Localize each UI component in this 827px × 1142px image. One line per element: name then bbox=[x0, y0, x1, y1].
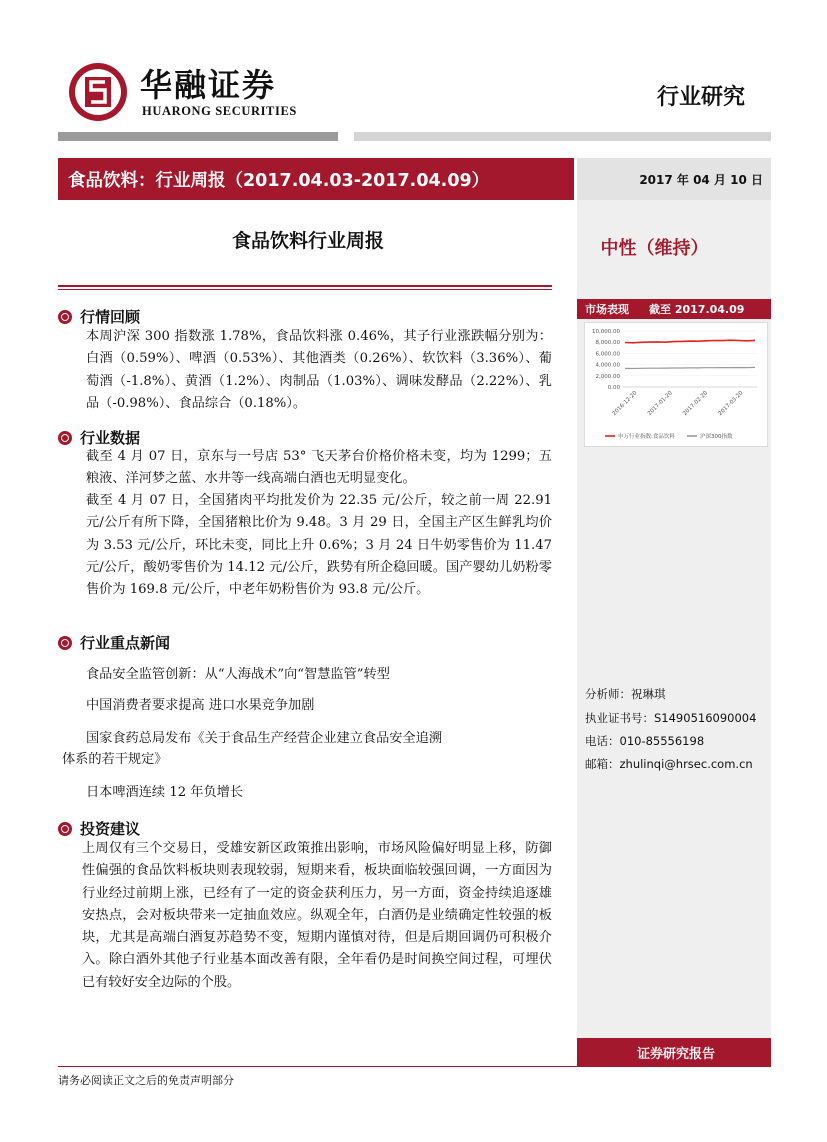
chart-x-tick-label: 2017-01-20 bbox=[646, 390, 674, 418]
brand-name-cn: 华融证券 bbox=[140, 66, 277, 104]
header-divider-dark bbox=[58, 132, 338, 141]
section-title: 投资建议 bbox=[80, 820, 141, 838]
section-data-head bbox=[58, 427, 140, 448]
data-body-1: 截至 4 月 07 日，京东与一号店 53° 飞天茅台价格价格未变，均为 1299；五粮液、洋河梦之蓝、水井等一线高端白酒也无明显变化。 bbox=[86, 449, 552, 487]
chart-x-tick-label: 2017-02-20 bbox=[682, 390, 710, 418]
analyst-phone: 电话：010-85556198 bbox=[585, 734, 705, 748]
chart-y-tick-label: 8,000.00 bbox=[595, 340, 620, 347]
section-bullet-icon bbox=[58, 636, 72, 650]
news-item: 中国消费者要求提高 进口水果竞争加剧 bbox=[86, 698, 315, 713]
footer-band: 证券研究报告 bbox=[577, 1038, 771, 1066]
news-item: 国家食药总局发布《关于食品生产经营企业建立食品安全追溯 bbox=[86, 731, 443, 746]
analyst-email[interactable]: 邮箱：zhulinqi@hrsec.com.cn bbox=[585, 757, 753, 771]
chart-legend-label: 沪深300指数 bbox=[700, 434, 733, 440]
chart-y-tick-label: 10,000.00 bbox=[592, 329, 620, 335]
report-date: 2017 年 04 月 10 日 bbox=[577, 158, 771, 200]
advice-body: 上周仅有三个交易日，受雄安新区政策推出影响，市场风险偏好明显上移，防御性偏强的食品饮料板块则表现较弱，短期来看，板块面临较强回调，一方面因为行业经过前期上涨，已经有了一定的资金获利压力，另一方面，资金持续追逐雄安热点，会对板块带来一定抽血效应。纵观全年，白酒仍是业绩确定性较强的板块，尤其是高端白酒复苏趋势不变，短期内谨慎对待，但是后期回调仍可积极介入。除白酒外其他子行业基本面改善有限，全年看仍是时间换空间过程，可埋伏已有较好安全边际的个股。 bbox=[82, 841, 552, 990]
chart-legend-label: 申万行业指数:食品饮料 bbox=[618, 434, 675, 440]
market-date: 截至 2017.04.09 bbox=[649, 303, 745, 316]
rating: 中性（维持） bbox=[600, 238, 709, 259]
section-title: 行业重点新闻 bbox=[80, 634, 171, 652]
report-title-band bbox=[58, 158, 574, 200]
market-chart bbox=[584, 322, 768, 447]
news-item: 日本啤酒连续 12 年负增长 bbox=[86, 785, 244, 800]
section-news-head bbox=[58, 632, 170, 653]
news-item-cont: 体系的若干规定》 bbox=[62, 752, 168, 767]
section-advice-head bbox=[58, 818, 140, 839]
market-label: 市场表现 bbox=[585, 303, 629, 316]
chart-series-line bbox=[625, 367, 755, 368]
section-bullet-icon bbox=[58, 822, 72, 836]
chart-x-tick-label: 2016-12-20 bbox=[611, 390, 639, 418]
chart-y-tick-label: 4,000.00 bbox=[595, 362, 620, 369]
footer-disclaimer-note: 请务必阅读正文之后的免责声明部分 bbox=[58, 1074, 234, 1087]
chart-y-tick-label: 6,000.00 bbox=[595, 351, 620, 358]
section-title: 行业数据 bbox=[80, 429, 141, 447]
section-bullet-icon bbox=[58, 431, 72, 445]
report-type: 行业研究 bbox=[656, 85, 745, 110]
brand-name-en: HUARONG SECURITIES bbox=[142, 104, 297, 118]
report-title: 食品饮料：行业周报（2017.04.03-2017.04.09） bbox=[68, 170, 490, 191]
section-title: 行情回顾 bbox=[80, 308, 141, 326]
review-body: 本周沪深 300 指数涨 1.78%，食品饮料涨 0.46%，其子行业涨跌幅分别为：白酒（0.59%）、啤酒（0.53%）、其他酒类（0.26%）、软饮料（3.36%）、葡萄酒（-1.8%）、黄酒（1.2%）、肉制品（1.03%）、调味发酵品（2.22%）、乳品（-0.98%）、食品综合（0.18%）。 bbox=[86, 329, 552, 411]
section-review-head bbox=[58, 306, 140, 327]
news-item: 食品安全监管创新：从“人海战术”向“智慧监管”转型 bbox=[86, 667, 390, 682]
market-chart-svg bbox=[585, 323, 769, 448]
header-divider-light bbox=[354, 132, 771, 141]
analyst-name: 分析师：祝琳琪 bbox=[585, 687, 666, 701]
document-title: 食品饮料行业周报 bbox=[231, 230, 384, 252]
analyst-cert: 执业证书号：S1490516090004 bbox=[585, 711, 757, 725]
section-bullet-icon bbox=[58, 310, 72, 324]
footer-rule bbox=[58, 1066, 771, 1067]
chart-y-tick-label: 0.00 bbox=[607, 385, 620, 391]
huarong-logo-icon bbox=[68, 62, 128, 122]
chart-y-tick-label: 2,000.00 bbox=[595, 373, 620, 380]
title-rule bbox=[58, 285, 552, 287]
market-performance-band bbox=[577, 299, 771, 319]
title-rule-thin bbox=[58, 289, 552, 290]
chart-x-tick-label: 2017-03-20 bbox=[717, 390, 745, 418]
data-body-2: 截至 4 月 07 日，全国猪肉平均批发价为 22.35 元/公斤，较之前一周 22.91 元/公斤有所下降，全国猪粮比价为 9.48。3 月 29 日，全国主产区生鲜乳均价为 3.53 元/公斤，环比未变，同比上升 0.6%；3 月 24 日牛奶零售价为 11.47 元/公斤，酸奶零售价为 14.12 元/公斤，跌势有所企稳回暖。国产婴幼儿奶粉零售价为 169.8 元/公斤，中老年奶粉售价为 93.8 元/公斤。 bbox=[86, 493, 552, 598]
